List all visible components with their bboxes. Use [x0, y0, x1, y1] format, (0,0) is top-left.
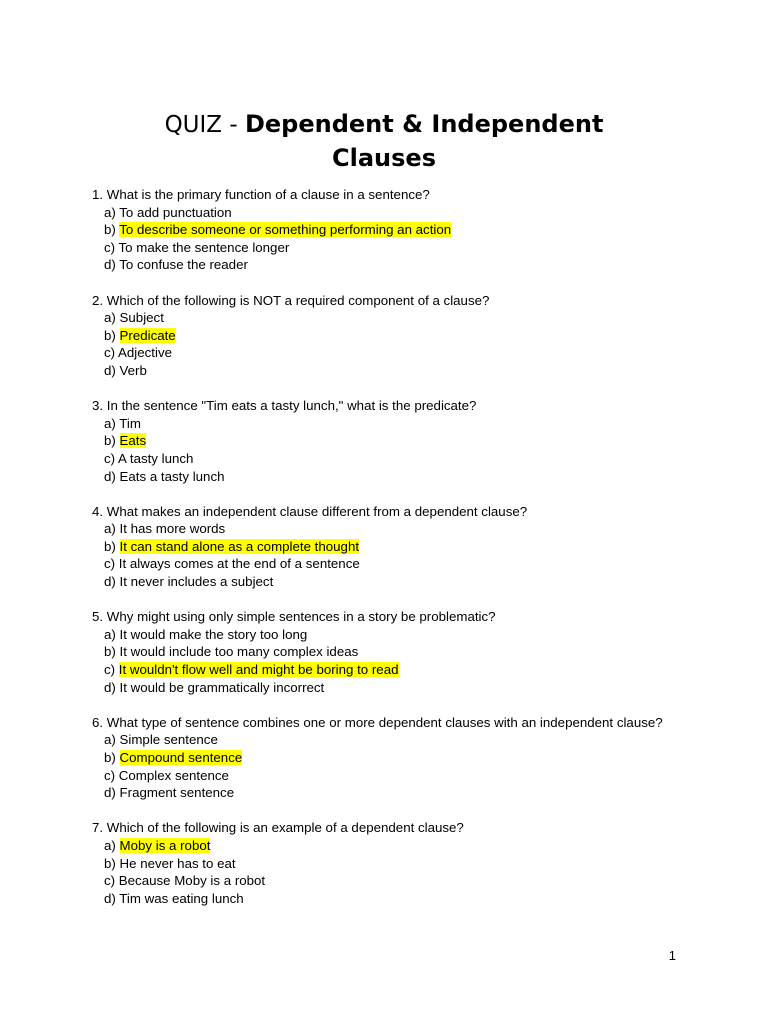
option-text: Because Moby is a robot: [118, 873, 266, 889]
option-a: [92, 731, 672, 749]
option-text: To make the sentence longer: [118, 239, 290, 255]
page-number: 1: [668, 948, 676, 963]
option-text: It would be grammatically incorrect: [119, 679, 325, 695]
question-text: 5. Why might using only simple sentences in a story be problematic?: [92, 609, 496, 625]
option-letter: a): [104, 521, 120, 537]
option-a: [92, 204, 672, 222]
option-a: [92, 309, 672, 327]
option-text: It would make the story too long: [119, 626, 308, 642]
title-main-line2: Clauses: [332, 144, 436, 173]
question-text: 4. What makes an independent clause different from a dependent clause?: [92, 503, 528, 519]
option-c: [92, 767, 672, 785]
option-c: [92, 344, 672, 362]
option-letter: a): [104, 732, 120, 748]
option-letter: d): [104, 362, 120, 378]
option-letter: a): [104, 415, 120, 431]
question-text: 3. In the sentence "Tim eats a tasty lunch," what is the predicate?: [92, 398, 477, 414]
option-letter: c): [104, 767, 119, 783]
option-b: [92, 643, 672, 661]
option-letter: a): [104, 837, 120, 853]
option-letter: b): [104, 855, 120, 871]
question-5: [92, 608, 672, 696]
question-7: [92, 819, 672, 907]
option-letter: b): [104, 433, 120, 449]
option-c: [92, 239, 672, 257]
option-text: It never includes a subject: [119, 574, 274, 590]
option-c: [92, 661, 672, 679]
option-d: [92, 784, 672, 802]
option-letter: d): [104, 574, 120, 590]
option-text-highlighted: Compound sentence: [119, 750, 243, 765]
option-text: Complex sentence: [118, 767, 229, 783]
question-1: [92, 186, 672, 274]
option-b: [92, 538, 672, 556]
option-c: [92, 555, 672, 573]
option-letter: c): [104, 345, 119, 361]
option-letter: a): [104, 310, 120, 326]
option-letter: d): [104, 785, 120, 801]
option-text: Simple sentence: [119, 732, 218, 748]
option-b: [92, 855, 672, 873]
question-text: 6. What type of sentence combines one or more dependent clauses with an independent clause?: [92, 714, 663, 730]
option-letter: b): [104, 644, 120, 660]
option-text: Tim was eating lunch: [119, 890, 244, 906]
option-letter: d): [104, 468, 120, 484]
option-d: [92, 679, 672, 697]
option-text: Adjective: [118, 345, 173, 361]
option-text: It has more words: [119, 521, 226, 537]
option-text: To confuse the reader: [119, 257, 248, 273]
option-d: [92, 468, 672, 486]
option-letter: c): [104, 662, 119, 678]
option-text: Subject: [119, 310, 164, 326]
question-text: 1. What is the primary function of a clause in a sentence?: [92, 187, 430, 202]
option-letter: c): [104, 239, 119, 255]
option-letter: d): [104, 890, 120, 906]
option-text: He never has to eat: [119, 855, 236, 871]
option-text: Fragment sentence: [119, 785, 235, 801]
question-4: [92, 503, 672, 591]
option-text: Tim: [119, 415, 141, 431]
option-text: To add punctuation: [119, 204, 232, 220]
option-letter: a): [104, 626, 120, 642]
option-text: Verb: [119, 362, 147, 378]
option-a: [92, 626, 672, 644]
question-3: [92, 397, 672, 485]
question-6: [92, 714, 672, 802]
question-list: [92, 186, 672, 925]
question-text: 7. Which of the following is an example of a dependent clause?: [92, 820, 464, 836]
option-d: [92, 362, 672, 380]
title-line-1: [0, 105, 768, 142]
option-text: A tasty lunch: [118, 450, 194, 466]
option-d: [92, 890, 672, 908]
question-2: [92, 292, 672, 380]
option-letter: d): [104, 257, 120, 273]
option-letter: b): [104, 538, 120, 554]
question-text: 2. Which of the following is NOT a required component of a clause?: [92, 292, 490, 308]
option-letter: a): [104, 204, 120, 220]
option-b: [92, 749, 672, 767]
option-letter: d): [104, 679, 120, 695]
option-letter: c): [104, 450, 119, 466]
option-text-highlighted: Predicate: [119, 327, 176, 343]
option-d: [92, 256, 672, 274]
option-letter: c): [104, 873, 119, 889]
option-a: [92, 520, 672, 538]
option-letter: b): [104, 750, 120, 765]
title-main-line1: Dependent & Independent: [244, 110, 604, 139]
option-b: [92, 221, 672, 239]
option-d: [92, 573, 672, 591]
option-a: [92, 837, 672, 855]
option-text: It always comes at the end of a sentence: [118, 556, 360, 572]
option-text: It would include too many complex ideas: [119, 644, 359, 660]
option-a: [92, 415, 672, 433]
option-letter: c): [104, 556, 119, 572]
option-letter: b): [104, 327, 120, 343]
option-letter: b): [104, 222, 120, 238]
page-title: [0, 105, 768, 175]
option-text-highlighted: It wouldn't flow well and might be boring to read: [118, 662, 399, 678]
option-b: [92, 327, 672, 345]
option-text-highlighted: Moby is a robot: [119, 837, 211, 853]
option-b: [92, 432, 672, 450]
option-text-highlighted: Eats: [119, 433, 147, 449]
option-c: [92, 450, 672, 468]
option-text: Eats a tasty lunch: [119, 468, 225, 484]
option-text-highlighted: To describe someone or something performing an action: [119, 222, 452, 238]
option-c: [92, 872, 672, 890]
option-text-highlighted: It can stand alone as a complete thought: [119, 538, 360, 554]
title-prefix: QUIZ -: [164, 112, 245, 139]
